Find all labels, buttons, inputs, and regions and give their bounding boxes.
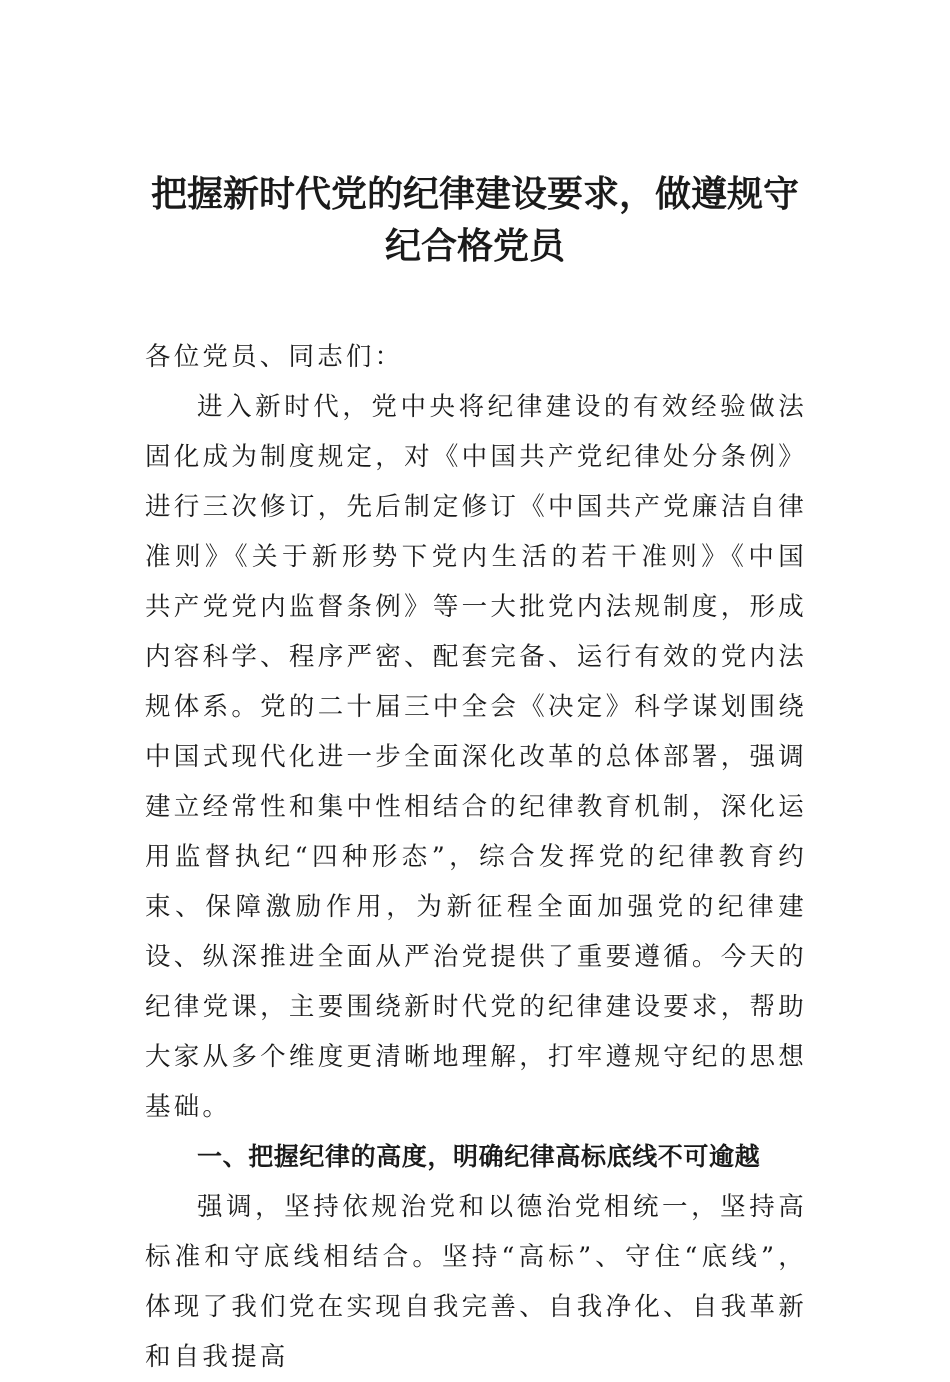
paragraph: 进入新时代，党中央将纪律建设的有效经验做法固化成为制度规定，对《中国共产党纪律处分条例》进行三次修订，先后制定修订《中国共产党廉洁自律准则》《关于新形势下党内生活的若干准则》《中国共产党党内监督条例》等一大批党内法规制度，形成内容科学、程序严密、配套完备、运行有效的党内法规体系。党的二十届三中全会《决定》科学谋划围绕中国式现代化进一步全面深化改革的总体部署，强调建立经常性和集中性相结合的纪律教育机制，深化运用监督执纪“四种形态”，综合发挥党的纪律教育约束、保障激励作用，为新征程全面加强党的纪律建设、纵深推进全面从严治党提供了重要遵循。今天的纪律党课，主要围绕新时代党的纪律建设要求，帮助大家从多个维度更清晰地理解，打牢遵规守纪的思想基础。 xyxy=(145,392,807,1122)
title-line-1: 把握新时代党的纪律建设要求，做遵规守 xyxy=(150,173,799,215)
document-body xyxy=(145,332,807,1382)
section-heading: 一、把握纪律的高度，明确纪律高标底线不可逾越 xyxy=(197,1142,761,1171)
salutation: 各位党员、同志们： xyxy=(145,342,404,372)
document-title xyxy=(140,168,810,272)
paragraph: 强调，坚持依规治党和以德治党相统一，坚持高标准和守底线相结合。坚持“高标”、守住“底线”，体现了我们党在实现自我完善、自我净化、自我革新和自我提高 xyxy=(145,1192,807,1372)
title-line-2: 纪合格党员 xyxy=(384,225,565,267)
